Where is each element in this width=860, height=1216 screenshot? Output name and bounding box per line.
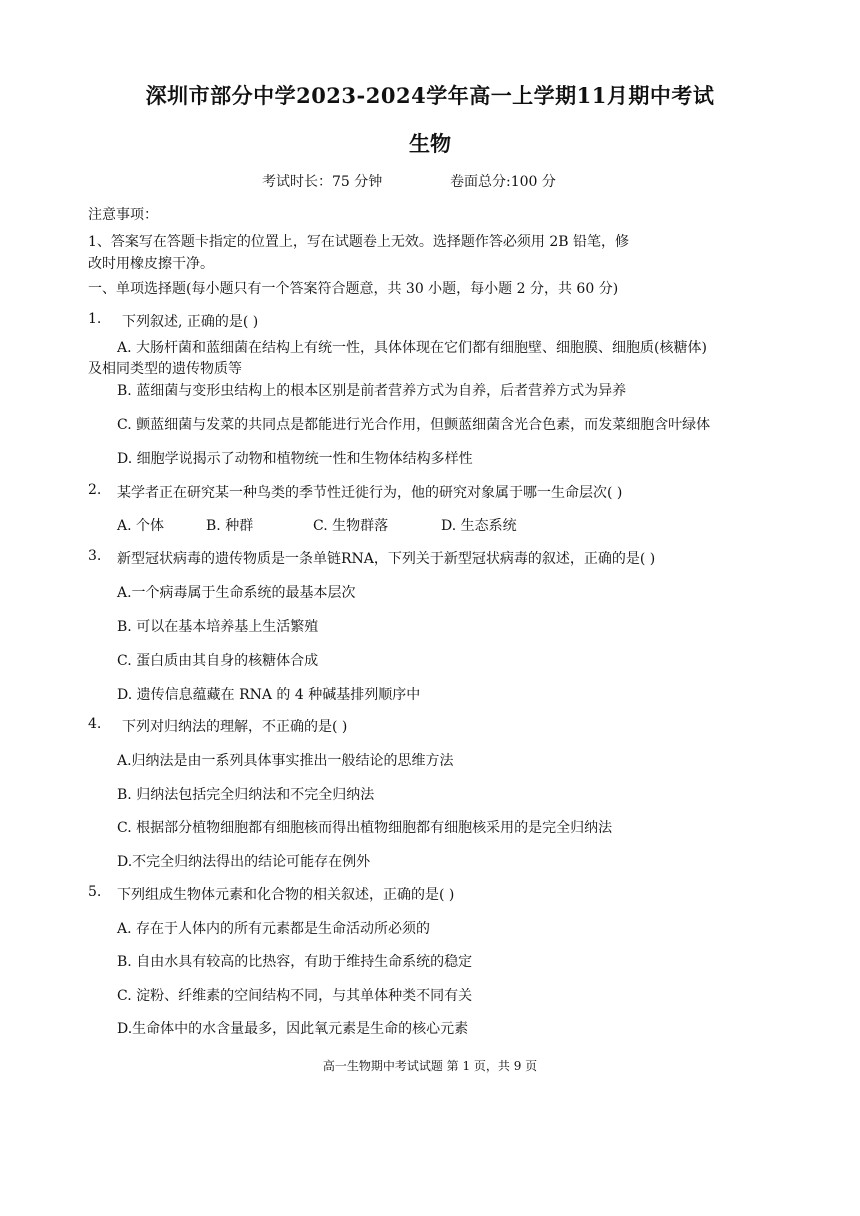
option-a-cont: 及相同类型的遗传物质等 <box>88 361 242 377</box>
option-d: D. 遗传信息蕴藏在 RNA 的 4 种碱基排列顺序中 <box>117 687 421 703</box>
option-b: B. 蓝细菌与变形虫结构上的根本区别是前者营养方式为自养，后者营养方式为异养 <box>117 383 627 399</box>
question-stem: 下列组成生物体元素和化合物的相关叙述，正确的是( ) <box>117 887 455 903</box>
option-a: A. 大肠杆菌和蓝细菌在结构上有统一性，具体体现在它们都有细胞壁、细胞膜、细胞质(核糖体) <box>117 340 707 356</box>
option-d: D. 生态系统 <box>441 518 517 534</box>
option-d: D.生命体中的水含量最多，因此氧元素是生命的核心元素 <box>117 1021 469 1037</box>
question-number: 1. <box>88 311 102 327</box>
exam-title: 深圳市部分中学2023-2024学年高一上学期11月期中考试 <box>145 83 715 108</box>
total-score: 卷面总分:100 分 <box>450 174 556 190</box>
notes-heading: 注意事项： <box>88 207 158 223</box>
option-c: C. 蛋白质由其自身的核糖体合成 <box>117 653 319 669</box>
option-c: C. 生物群落 <box>313 518 389 534</box>
question-stem: 下列叙述, 正确的是( ) <box>122 314 259 330</box>
option-b: B. 归纳法包括完全归纳法和不完全归纳法 <box>117 787 375 803</box>
question-number: 2. <box>88 482 102 498</box>
option-a: A. 存在于人体内的所有元素都是生命活动所必须的 <box>117 921 431 937</box>
option-c: C. 根据部分植物细胞都有细胞核而得出植物细胞都有细胞核采用的是完全归纳法 <box>117 820 613 836</box>
question-number: 5. <box>88 884 102 900</box>
option-b: B. 可以在基本培养基上生活繁殖 <box>117 619 319 635</box>
option-a: A. 个体 <box>117 518 165 534</box>
question-number: 4. <box>88 716 102 732</box>
option-a: A.一个病毒属于生命系统的最基本层次 <box>117 585 356 601</box>
option-c: C. 颤蓝细菌与发菜的共同点是都能进行光合作用，但颤蓝细菌含光合色素，而发菜细胞含叶绿体 <box>117 417 711 433</box>
question-stem: 新型冠状病毒的遗传物质是一条单链RNA，下列关于新型冠状病毒的叙述，正确的是( ) <box>117 551 656 567</box>
question-stem: 下列对归纳法的理解，不正确的是( ) <box>122 719 348 735</box>
question-stem: 某学者正在研究某一种鸟类的季节性迁徙行为，他的研究对象属于哪一生命层次( ) <box>117 485 623 501</box>
option-d: D.不完全归纳法得出的结论可能存在例外 <box>117 854 371 870</box>
notes-item-1: 1、答案写在答题卡指定的位置上，写在试题卷上无效。选择题作答必须用 2B 铅笔，修 <box>88 234 630 250</box>
exam-subject: 生物 <box>409 131 451 156</box>
page-footer: 高一生物期中考试试题 第 1 页，共 9 页 <box>322 1059 538 1073</box>
option-a: A.归纳法是由一系列具体事实推出一般结论的思维方法 <box>117 753 454 769</box>
option-d: D. 细胞学说揭示了动物和植物统一性和生物体结构多样性 <box>117 451 473 467</box>
option-c: C. 淀粉、纤维素的空间结构不同，与其单体种类不同有关 <box>117 988 473 1004</box>
option-b: B. 种群 <box>206 518 254 534</box>
option-b: B. 自由水具有较高的比热容，有助于维持生命系统的稳定 <box>117 954 473 970</box>
time-limit: 考试时长：75 分钟 <box>262 174 383 190</box>
section-heading: 一、单项选择题(每小题只有一个答案符合题意，共 30 小题，每小题 2 分，共 60 分) <box>88 281 619 297</box>
notes-item-1-cont: 改时用橡皮擦干净。 <box>88 256 214 272</box>
question-number: 3. <box>88 548 102 564</box>
